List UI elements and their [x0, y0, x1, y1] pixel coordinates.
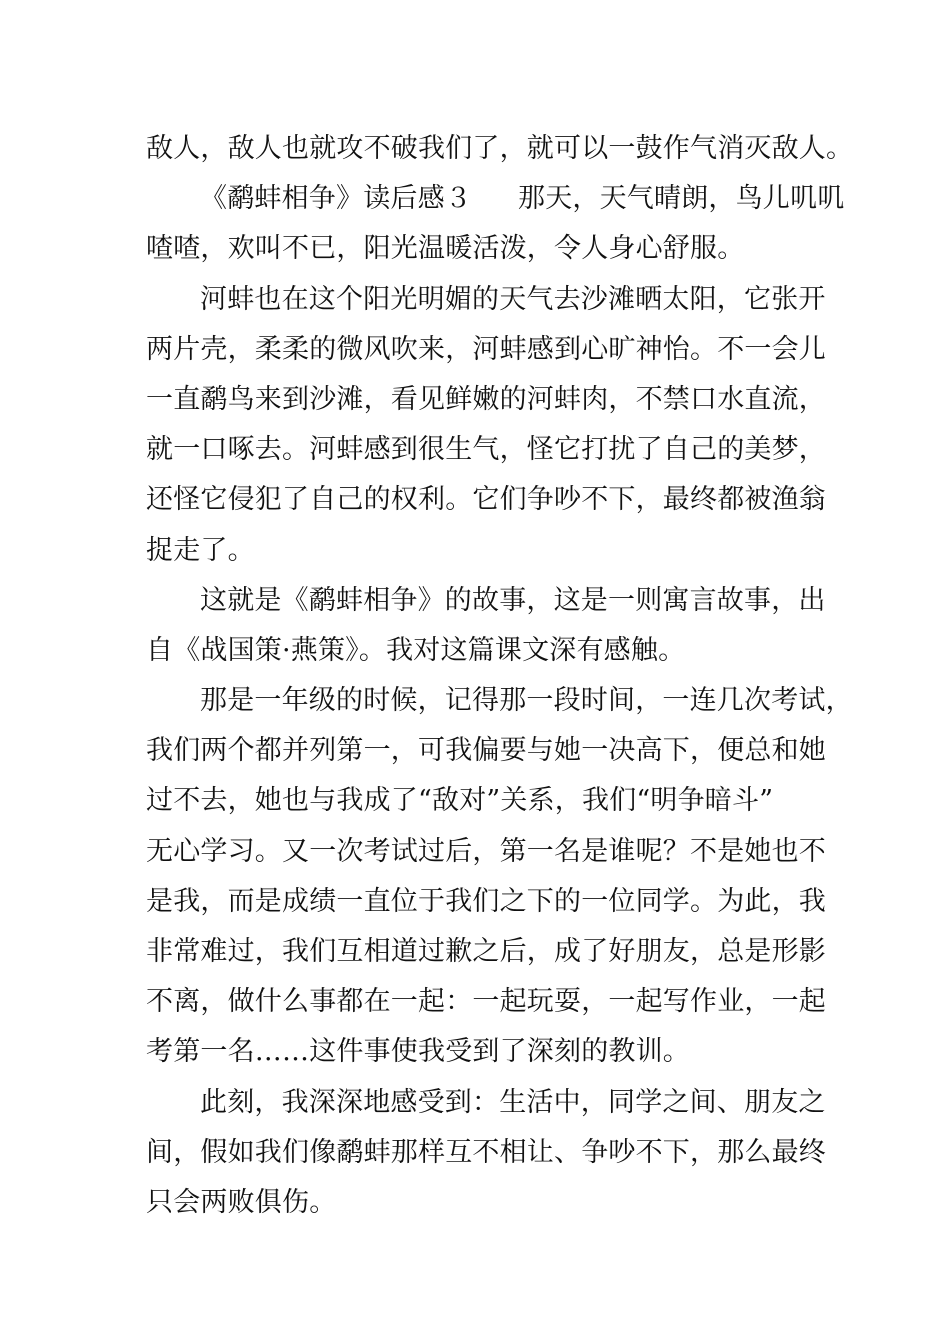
paragraph-line: 敌人，敌人也就攻不破我们了，就可以一鼓作气消灭敌人。 — [146, 133, 854, 164]
section-heading: 《鹬蚌相争》读后感３ — [200, 183, 472, 215]
paragraph-line: 那是一年级的时候，记得那一段时间，一连几次考试， — [200, 685, 853, 717]
paragraph-line: 这就是《鹬蚌相争》的故事，这是一则寓言故事，出 — [200, 584, 826, 616]
paragraph-line: 非常难过，我们互相道过歉之后，成了好朋友，总是形影 — [146, 936, 826, 967]
paragraph-line: 一直鹬鸟来到沙滩，看见鲜嫩的河蚌肉，不禁口水直流， — [146, 383, 826, 415]
paragraph-line: 就一口啄去。河蚌感到很生气，怪它打扰了自己的美梦， — [146, 434, 826, 466]
paragraph-text: 那天，天气晴朗，鸟儿叽叽 — [518, 183, 845, 215]
paragraph-line: 此刻，我深深地感受到：生活中，同学之间、朋友之 — [200, 1086, 826, 1118]
paragraph-line: 两片壳，柔柔的微风吹来，河蚌感到心旷神怡。不一会儿 — [146, 333, 826, 365]
paragraph-line: 不离，做什么事都在一起：一起玩耍，一起写作业，一起 — [146, 986, 826, 1018]
paragraph-line — [146, 174, 845, 224]
paragraph-line: 只会两败俱伤。 — [146, 1186, 337, 1218]
paragraph-line: 还怪它侵犯了自己的权利。它们争吵不下，最终都被渔翁 — [146, 484, 826, 516]
paragraph-line: 我们两个都并列第一，可我偏要与她一决高下，便总和她 — [146, 735, 826, 767]
paragraph-line: 过不去，她也与我成了“敌对”关系，我们“明争暗斗” — [146, 785, 774, 817]
paragraph-line: 考第一名……这件事使我受到了深刻的教训。 — [146, 1036, 690, 1068]
document-body — [146, 124, 854, 1228]
paragraph-line: 捉走了。 — [146, 534, 255, 566]
paragraph-line: 间，假如我们像鹬蚌那样互不相让、争吵不下，那么最终 — [146, 1136, 826, 1168]
paragraph-line: 是我，而是成绩一直位于我们之下的一位同学。为此，我 — [146, 885, 826, 917]
paragraph-line: 自《战国策·燕策》。我对这篇课文深有感触。 — [146, 634, 686, 666]
paragraph-line: 无心学习。又一次考试过后，第一名是谁呢？不是她也不 — [146, 835, 826, 867]
paragraph-line: 河蚌也在这个阳光明媚的天气去沙滩晒太阳，它张开 — [200, 283, 826, 315]
paragraph-line: 喳喳，欢叫不已，阳光温暖活泼，令人身心舒服。 — [146, 233, 745, 265]
